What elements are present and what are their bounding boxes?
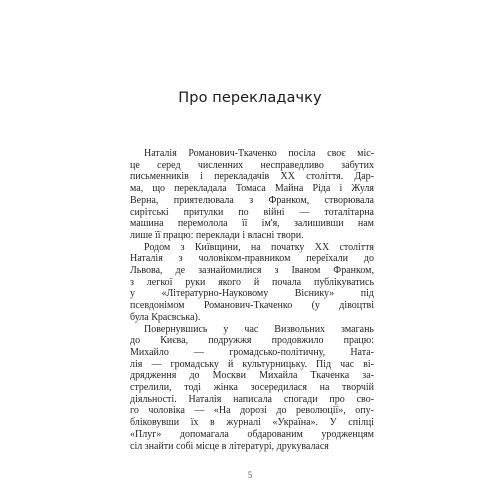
text-line: дрядження до Москви Михайла Ткаченка за- <box>130 370 374 382</box>
text-line: Наталія з чоловіком-правником переїхали до <box>130 253 374 265</box>
text-line: письменників і перекладачів XX століття. Дар- <box>130 171 374 183</box>
text-line: сіл знайти собі місце в літературі, друкувалася <box>130 440 329 452</box>
text-line: сирітські притулки по війні — тоталітарна <box>130 206 374 218</box>
text-line: Родом з Київщини, на початку XX століття <box>144 241 374 253</box>
page-number: 5 <box>247 470 253 480</box>
text-line: це серед численних несправедливо забутих <box>130 159 374 171</box>
paragraph-3 <box>130 324 374 453</box>
paragraph-2 <box>130 242 374 324</box>
text-line: бліковувши їх в журналі «Україна». У спілці <box>130 417 374 429</box>
body-text <box>130 148 374 452</box>
text-line: була Красвська). <box>130 311 201 323</box>
text-line: «Плуг» допомагала обдарованим уродженцям <box>130 428 374 440</box>
text-line: з легкої руки якого й почала публікуватись <box>130 276 374 288</box>
text-line: псевдонімом Романович-Ткаченко (у дівоцтві <box>130 300 374 312</box>
text-line: діяльності. Наталія написала спогади про сво- <box>130 393 374 405</box>
paragraph-1 <box>130 148 374 242</box>
text-line: машина перемолола її ім'я, залишивши нам <box>130 218 374 230</box>
text-line: стрелили, тоді жінка зосередилася на творчій <box>130 382 374 394</box>
text-line: Повернувшись у час Визвольних змагань <box>144 323 374 335</box>
text-line: лія — громадську й культурницьку. Під час ві- <box>130 358 374 370</box>
text-line: до Києва, подружжя продовжило працю: <box>130 335 374 347</box>
text-line: Наталія Романович-Ткаченко посіла своє міс- <box>144 148 374 159</box>
text-line: го чоловіка — «На дорозі до революції», опу- <box>130 405 374 417</box>
section-title: Про перекладачку <box>178 90 322 106</box>
text-line: ма, що перекладала Томаса Майна Ріда і Жуля <box>130 183 374 195</box>
text-line: у «Літературно-Науковому Віснику» під <box>130 288 374 300</box>
text-line: Львова, де зазнайомилися з Іваном Франком, <box>130 265 374 277</box>
text-line: лише її працю: переклади і власні твори. <box>130 229 304 241</box>
text-line: Михайло — громадсько-політичну, Ната- <box>130 346 374 358</box>
text-line: Верна, приятелювала з Франком, створювала <box>130 194 374 206</box>
